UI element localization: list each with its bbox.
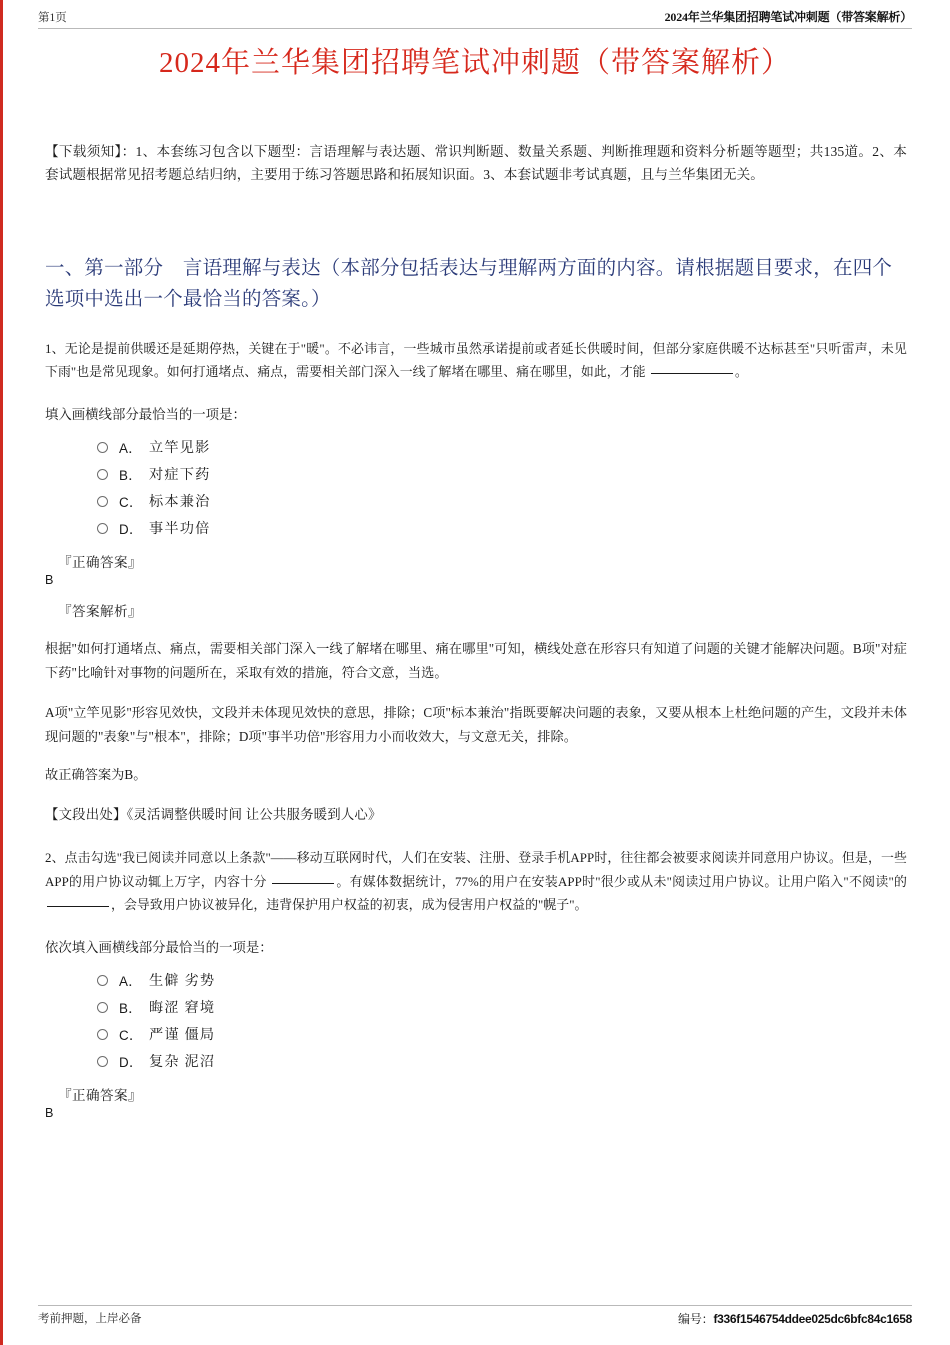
question-1-answer-value: B — [45, 573, 54, 588]
question-block-1 — [45, 338, 907, 825]
option-letter: C． — [119, 494, 143, 510]
footer-document-code — [678, 1310, 912, 1327]
page-title: 2024年兰华集团招聘笔试冲刺题（带答案解析） — [158, 47, 791, 79]
option-letter: D． — [119, 521, 143, 537]
option-row[interactable] — [97, 970, 907, 990]
option-letter: A． — [119, 440, 142, 456]
option-letter: C． — [119, 1027, 143, 1043]
question-1-analysis-label: 『答案解析』 — [58, 604, 142, 620]
running-footer — [38, 1305, 912, 1327]
option-text: 生僻 劣势 — [149, 973, 216, 990]
option-letter: D． — [119, 1054, 143, 1070]
question-2-answer-label: 『正确答案』 — [58, 1088, 142, 1104]
left-edge-rule — [0, 0, 3, 1345]
option-row[interactable] — [97, 1051, 907, 1071]
radio-button-icon[interactable] — [97, 1056, 108, 1067]
running-header-title: 2024年兰华集团招聘笔试冲刺题（带答案解析） — [664, 10, 912, 24]
question-2-stem-tail: ，会导致用户协议被异化，违背保护用户权益的初衷，成为侵害用户权益的"幌子"。 — [111, 898, 588, 913]
question-2-stem-middle: 。有媒体数据统计，77%的用户在安装APP时"很少或从未"阅读过用户协议。让用户陷入"不阅读"的 — [336, 874, 907, 889]
section-heading: 一、第一部分 言语理解与表达（本部分包括表达与理解两方面的内容。请根据题目要求，在四个选项中选出一个最恰当的答案。） — [45, 257, 893, 311]
download-notice: 【下载须知】：1、本套练习包含以下题型：言语理解与表达题、常识判断题、数量关系题、判断推理题和资料分析题等题型；共135道。2、本套试题根据常见招考题总结归纳，主要用于练习答题思路和拓展知识面。3、本套试题非考试真题，且与兰华集团无关。 — [45, 144, 907, 183]
option-row[interactable] — [97, 437, 907, 457]
radio-button-icon[interactable] — [97, 523, 108, 534]
radio-button-icon[interactable] — [97, 975, 108, 986]
question-1-analysis-paragraph: 根据"如何打通堵点、痛点，需要相关部门深入一线了解堵在哪里、痛在哪里"可知，横线处意在形容只有知道了问题的关键才能解决问题。B项"对症下药"比喻针对事物的问题所在，采取有效的措施，符合文意，当选。 — [45, 641, 907, 680]
radio-button-icon[interactable] — [97, 496, 108, 507]
question-1-stem-text: 1、无论是提前供暖还是延期停热，关键在于"暖"。不必讳言，一些城市虽然承诺提前或者延长供暖时间，但部分家庭供暖不达标甚至"只听雷声，未见下雨"也是常见现象。如何打通堵点、痛点，需要相关部门深入一线了解堵在哪里、痛在哪里，如此，才能 — [45, 341, 907, 380]
question-2-answer-value: B — [45, 1106, 54, 1121]
answer-blank — [651, 373, 733, 374]
option-text: 立竿见影 — [149, 440, 211, 457]
option-letter: A． — [119, 973, 142, 989]
footer-slogan: 考前押题，上岸必备 — [38, 1313, 142, 1325]
answer-blank — [272, 883, 334, 884]
radio-button-icon[interactable] — [97, 442, 108, 453]
question-2-options — [97, 970, 907, 1071]
running-header — [38, 8, 912, 29]
page-number-marker: 第1页 — [38, 12, 67, 24]
option-row[interactable] — [97, 518, 907, 538]
radio-button-icon[interactable] — [97, 1029, 108, 1040]
question-1-analysis-paragraph: A项"立竿见影"形容见效快，文段并未体现见效快的意思，排除；C项"标本兼治"指既要解决问题的表象，又要从根本上杜绝问题的产生，文段并未体现问题的"表象"与"根本"，排除；D项"事半功倍"形容用力小而收效大，与文意无关，排除。 — [45, 705, 907, 744]
question-2-stem — [45, 847, 907, 917]
option-text: 复杂 泥沼 — [149, 1054, 216, 1071]
option-row[interactable] — [97, 1024, 907, 1044]
radio-button-icon[interactable] — [97, 1002, 108, 1013]
question-1-options — [97, 437, 907, 538]
option-text: 事半功倍 — [149, 521, 211, 538]
option-row[interactable] — [97, 997, 907, 1017]
footer-code-value: f336f1546754ddee025dc6bfc84c1658 — [713, 1312, 912, 1326]
option-text: 严谨 僵局 — [149, 1027, 216, 1044]
answer-blank — [47, 906, 109, 907]
question-block-2 — [45, 847, 907, 1120]
question-1-prompt: 填入画横线部分最恰当的一项是： — [45, 406, 246, 422]
option-text: 对症下药 — [149, 467, 211, 484]
footer-code-label: 编号： — [678, 1312, 714, 1326]
option-text: 晦涩 窘境 — [149, 1000, 216, 1017]
question-2-stem-text: 2、点击勾选"我已阅读并同意以上条款"——移动互联网时代，人们在安装、注册、登录手机APP时，往往都会被要求阅读并同意用户协议。但是，一些APP的用户协议动辄上万字，内容十分 — [45, 851, 907, 889]
question-1-stem-tail: 。 — [734, 365, 748, 380]
radio-button-icon[interactable] — [97, 469, 108, 480]
option-letter: B． — [119, 467, 142, 483]
option-letter: B． — [119, 1000, 142, 1016]
option-text: 标本兼治 — [149, 494, 211, 511]
question-1-stem — [45, 338, 907, 385]
question-1-analysis-conclusion: 故正确答案为B。 — [45, 767, 147, 783]
question-1-answer-label: 『正确答案』 — [58, 555, 142, 571]
option-row[interactable] — [97, 464, 907, 484]
option-row[interactable] — [97, 491, 907, 511]
document-body — [45, 140, 907, 1120]
question-1-source: 【文段出处】《灵活调整供暖时间 让公共服务暖到人心》 — [45, 806, 382, 822]
question-2-prompt: 依次填入画横线部分最恰当的一项是： — [45, 939, 273, 955]
